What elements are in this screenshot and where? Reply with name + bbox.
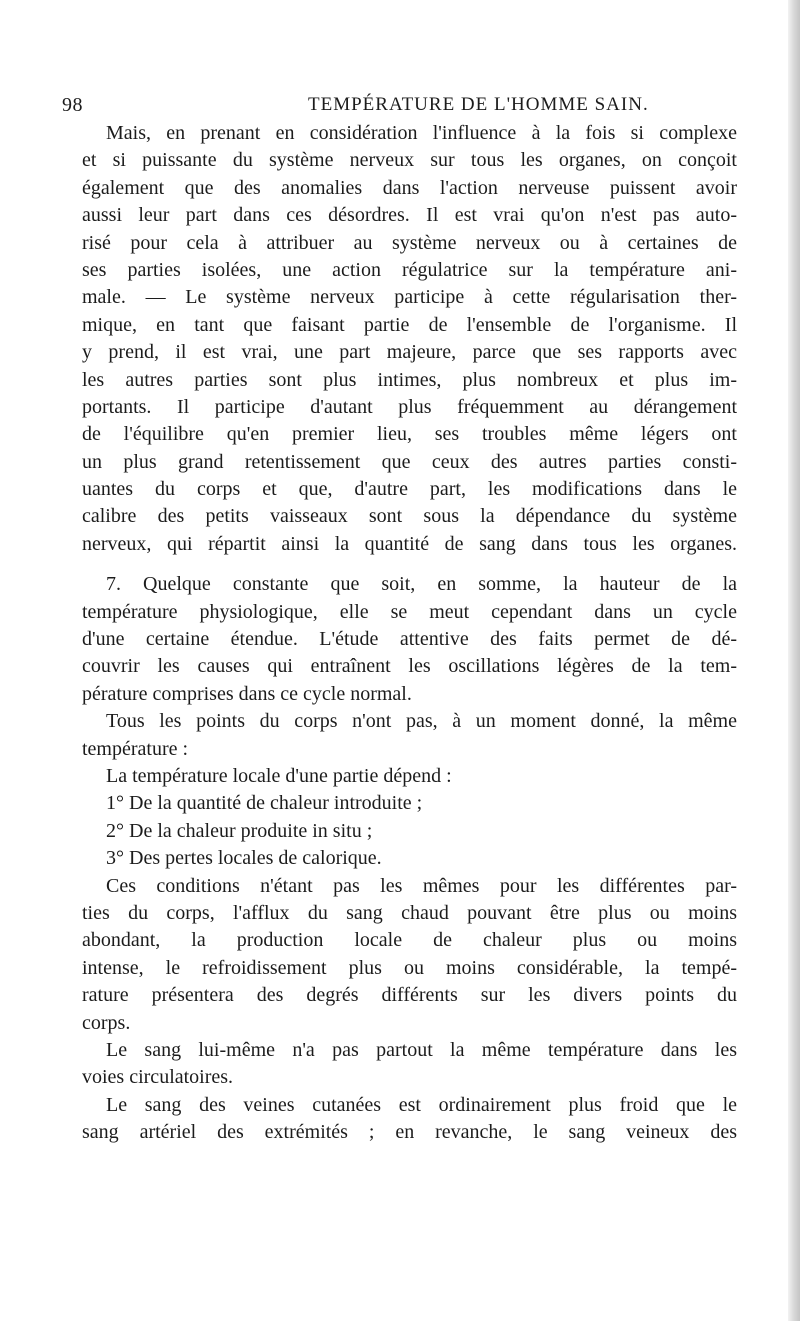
text-line: Le sang lui-même n'a pas partout la même température dans les [106,1038,737,1061]
text-line: uantes du corps et que, d'autre part, les modifications dans le [82,478,737,501]
text-line: Tous les points du corps n'ont pas, à un moment donné, la même [106,710,737,733]
text-line: Mais, en prenant en considération l'influence à la fois si complexe [106,122,737,144]
text-line: pérature comprises dans ce cycle normal. [82,682,412,705]
text-line: de l'équilibre qu'en premier lieu, ses troubles même légers ont [82,423,737,446]
text-line: male. — Le système nerveux participe à cette régularisation ther- [82,286,737,309]
text-line: mique, en tant que faisant partie de l'ensemble de l'organisme. Il [82,313,737,336]
text-line: les autres parties sont plus intimes, plus nombreux et plus im- [82,368,737,391]
page-number: 98 [62,94,83,116]
text-line: ties du corps, l'afflux du sang chaud pouvant être plus ou moins [82,901,737,924]
text-line: y prend, il est vrai, une part majeure, parce que ses rapports avec [82,341,737,364]
text-line: voies circulatoires. [82,1066,234,1089]
text-line: et si puissante du système nerveux sur tous les organes, on conçoit [82,149,737,172]
list-item: 2° De la chaleur produite in situ ; [106,819,373,842]
text-line: température : [82,737,189,760]
text-line: aussi leur part dans ces désordres. Il est vrai qu'on n'est pas auto- [82,204,737,227]
text-line: un plus grand retentissement que ceux des autres parties consti- [82,450,737,473]
text-line: nerveux, qui répartit ainsi la quantité de sang dans tous les organes. [82,532,737,555]
section-7-line: 7. Quelque constante que soit, en somme, la hauteur de la [106,573,737,596]
text-line: risé pour cela à attribuer au système nerveux ou à certaines de [82,231,737,254]
text-line: intense, le refroidissement plus ou moins considérable, la tempé- [82,956,737,979]
list-item: 1° De la quantité de chaleur introduite ; [106,792,423,815]
text-line: couvrir les causes qui entraînent les oscillations légères de la tem- [82,655,737,678]
text-line: ses parties isolées, une action régulatrice sur la température ani- [82,258,737,281]
text-line: portants. Il participe d'autant plus fréquemment au dérangement [82,395,737,418]
text-line: également que des anomalies dans l'action nerveuse puissent avoir [82,176,737,199]
page-edge-shadow [788,0,800,1321]
page-header [62,94,752,120]
text-line: Le sang des veines cutanées est ordinairement plus froid que le [106,1093,737,1116]
list-item: 3° Des pertes locales de calorique. [106,847,382,870]
text-line: corps. [82,1011,131,1034]
text-line: abondant, la production locale de chaleur plus ou moins [82,929,737,952]
text-line: température physiologique, elle se meut cependant dans un cycle [82,600,737,623]
text-line: sang artériel des extrémités ; en revanche, le sang veineux des [82,1121,737,1144]
text-line: calibre des petits vaisseaux sont sous la dépendance du système [82,505,737,528]
text-line: d'une certaine étendue. L'étude attentive des faits permet de dé- [82,628,737,651]
text-line: La température locale d'une partie dépend : [106,764,452,787]
body-text [82,120,737,1146]
running-head: TEMPÉRATURE DE L'HOMME SAIN. [308,94,649,115]
text-line: rature présentera des degrés différents sur les divers points du [82,984,737,1007]
text-line: Ces conditions n'étant pas les mêmes pour les différentes par- [106,874,737,897]
